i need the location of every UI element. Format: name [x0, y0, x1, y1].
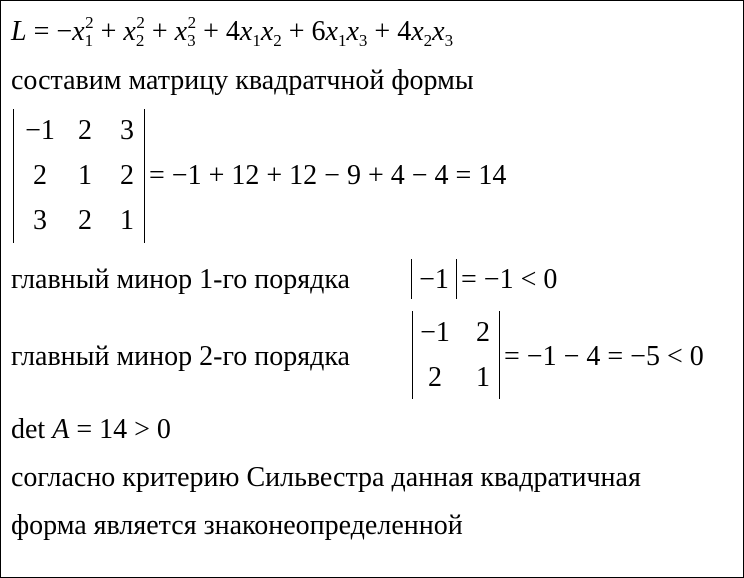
- conclusion-line-2: форма является знаконеопределенной: [11, 510, 463, 541]
- matrix-cell: 2: [120, 160, 134, 191]
- minor2-expression: = −1 − 4 = −5 < 0: [504, 341, 704, 372]
- minor2-determinant: [412, 311, 500, 399]
- matrix-3x3: [13, 109, 145, 243]
- determinant-result: = −1 + 12 + 12 − 9 + 4 − 4 = 14: [149, 160, 507, 191]
- det-a-value: = 14 > 0: [76, 414, 171, 445]
- det-a-equation: det A = 14 > 0: [11, 414, 171, 445]
- matrix-cell: 2: [476, 317, 490, 348]
- matrix-cell: 1: [476, 362, 490, 393]
- matrix-cell: 3: [33, 205, 47, 236]
- conclusion-line-1: согласно критерию Сильвестра данная квадратичная: [11, 462, 641, 493]
- matrix-cell: 1: [120, 205, 134, 236]
- matrix-cell: 1: [78, 160, 92, 191]
- compose-matrix-text: составим матрицу квадратчной формы: [11, 65, 474, 96]
- minor1-value: −1: [419, 264, 449, 295]
- matrix-cell: 2: [78, 205, 92, 236]
- minor1-label: главный минор 1-го порядка: [11, 264, 350, 295]
- minor1-determinant: [411, 259, 457, 299]
- matrix-cell: 2: [428, 362, 442, 393]
- minor1-expression: = −1 < 0: [461, 264, 558, 295]
- matrix-cell: −1: [420, 317, 450, 348]
- matrix-cell: 2: [33, 160, 47, 191]
- minor2-label: главный минор 2-го порядка: [11, 341, 350, 372]
- matrix-cell: 3: [120, 115, 134, 146]
- matrix-cell: −1: [25, 115, 55, 146]
- matrix-cell: 2: [78, 115, 92, 146]
- quadratic-form-equation: $L = -x_1^2 + x_2^2 + x_3^2 + 4x_1x_2 + 6x_1x_3 + 4x_2x_3$: [11, 13, 454, 50]
